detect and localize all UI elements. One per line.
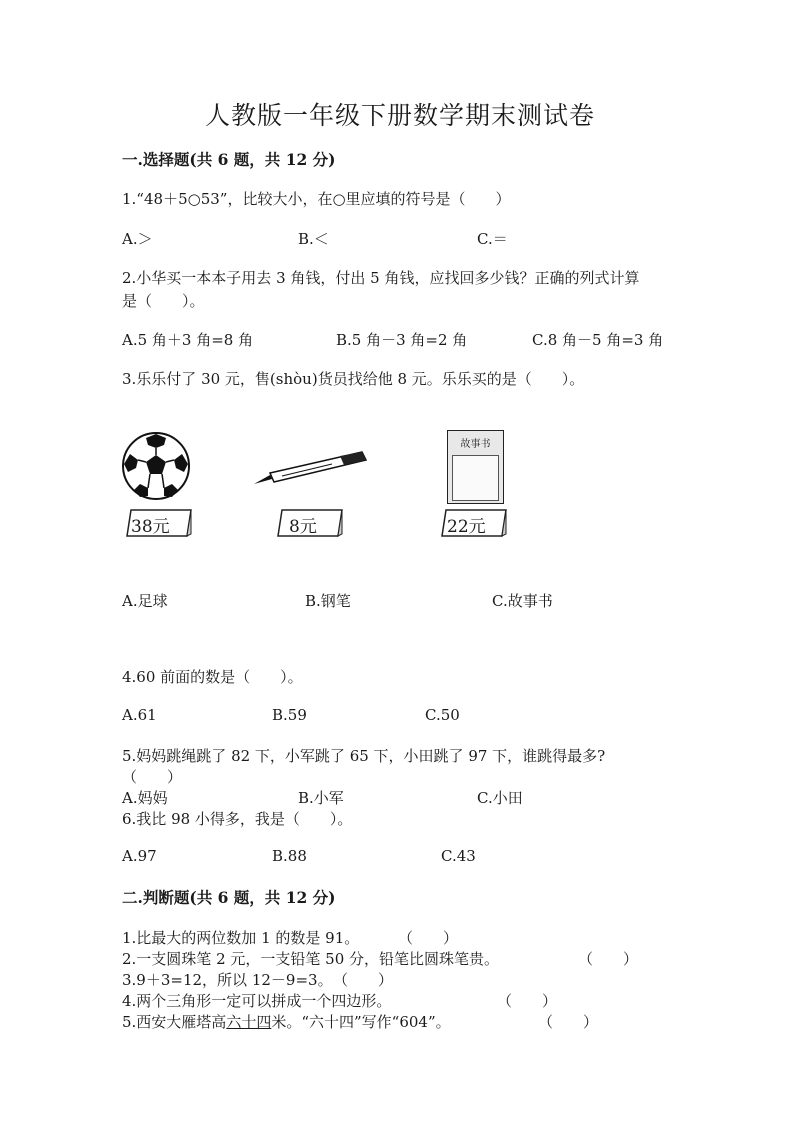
s1-q6-option-c[interactable]: C.43 xyxy=(441,847,476,865)
s1-q5-option-c[interactable]: C.小田 xyxy=(477,789,523,807)
s2-q3-text: 3.9＋3=12，所以 12－9=3。 xyxy=(122,971,333,989)
s2-q5-underlined: 六十四 xyxy=(226,1013,272,1031)
s1-q6-option-a[interactable]: A.97 xyxy=(122,847,157,865)
page-title: 人教版一年级下册数学期末测试卷 xyxy=(204,101,595,130)
s1-q4-option-b[interactable]: B.59 xyxy=(272,706,307,724)
pen-icon xyxy=(252,448,372,488)
pen-price: 8元 xyxy=(289,517,317,537)
s2-q3-answer-paren[interactable]: （ ） xyxy=(333,971,394,989)
s1-q5-text-line2: （ ） xyxy=(122,768,183,786)
s1-q1-text: 1.“48＋5○53”，比较大小，在○里应填的符号是（ ） xyxy=(122,190,511,208)
s2-q1-text: 1.比最大的两位数加 1 的数是 91。 xyxy=(122,929,360,947)
s2-q2-text: 2.一支圆珠笔 2 元，一支铅笔 50 分，铅笔比圆珠笔贵。 xyxy=(122,950,500,968)
s2-q2-answer-paren[interactable]: （ ） xyxy=(578,950,639,968)
section1-heading: 一.选择题(共 6 题，共 12 分) xyxy=(122,150,336,169)
s1-q3-text: 3.乐乐付了 30 元，售(shòu)货员找给他 8 元。乐乐买的是（ ）。 xyxy=(122,370,585,388)
storybook-icon xyxy=(447,430,504,504)
s1-q1-option-a[interactable]: A.＞ xyxy=(122,230,153,248)
s1-q5-option-a[interactable]: A.妈妈 xyxy=(122,789,168,807)
s1-q3-option-a[interactable]: A.足球 xyxy=(122,592,168,610)
s1-q2-option-a[interactable]: A.5 角＋3 角=8 角 xyxy=(122,331,254,349)
s2-q5-answer-paren[interactable]: （ ） xyxy=(538,1013,599,1031)
storybook-price: 22元 xyxy=(447,517,486,537)
s1-q3-option-b[interactable]: B.钢笔 xyxy=(305,592,351,610)
s2-q4-text: 4.两个三角形一定可以拼成一个四边形。 xyxy=(122,992,392,1010)
s1-q6-text: 6.我比 98 小得多，我是（ ）。 xyxy=(122,810,353,828)
s1-q2-text-line2: 是（ ）。 xyxy=(122,292,205,310)
football-price: 38元 xyxy=(131,517,170,537)
football-icon xyxy=(120,430,192,502)
storybook-cover-label: 故事书 xyxy=(460,439,491,450)
s2-q4-answer-paren[interactable]: （ ） xyxy=(497,992,558,1010)
s1-q6-option-b[interactable]: B.88 xyxy=(272,847,307,865)
s1-q1-option-c[interactable]: C.＝ xyxy=(477,230,508,248)
s1-q2-option-b[interactable]: B.5 角－3 角=2 角 xyxy=(336,331,468,349)
s2-q5-text xyxy=(122,1011,451,1032)
s2-q1-answer-paren[interactable]: （ ） xyxy=(398,929,459,947)
s1-q3-option-c[interactable]: C.故事书 xyxy=(492,592,553,610)
s1-q1-option-b[interactable]: B.＜ xyxy=(298,230,329,248)
s1-q2-text-line1: 2.小华买一本本子用去 3 角钱，付出 5 角钱，应找回多少钱？正确的列式计算 xyxy=(122,269,640,287)
s1-q5-text-line1: 5.妈妈跳绳跳了 82 下，小军跳了 65 下，小田跳了 97 下，谁跳得最多? xyxy=(122,747,606,765)
s2-q5-text-pre: 5.西安大雁塔高 xyxy=(122,1013,227,1031)
s2-q5-text-post: 米。“六十四”写作“604”。 xyxy=(271,1013,451,1031)
section2-heading: 二.判断题(共 6 题，共 12 分) xyxy=(122,888,336,907)
s1-q4-option-c[interactable]: C.50 xyxy=(425,706,460,724)
s1-q2-option-c[interactable]: C.8 角－5 角=3 角 xyxy=(532,331,664,349)
s1-q4-text: 4.60 前面的数是（ ）。 xyxy=(122,668,303,686)
s1-q5-option-b[interactable]: B.小军 xyxy=(298,789,344,807)
s1-q4-option-a[interactable]: A.61 xyxy=(122,706,157,724)
